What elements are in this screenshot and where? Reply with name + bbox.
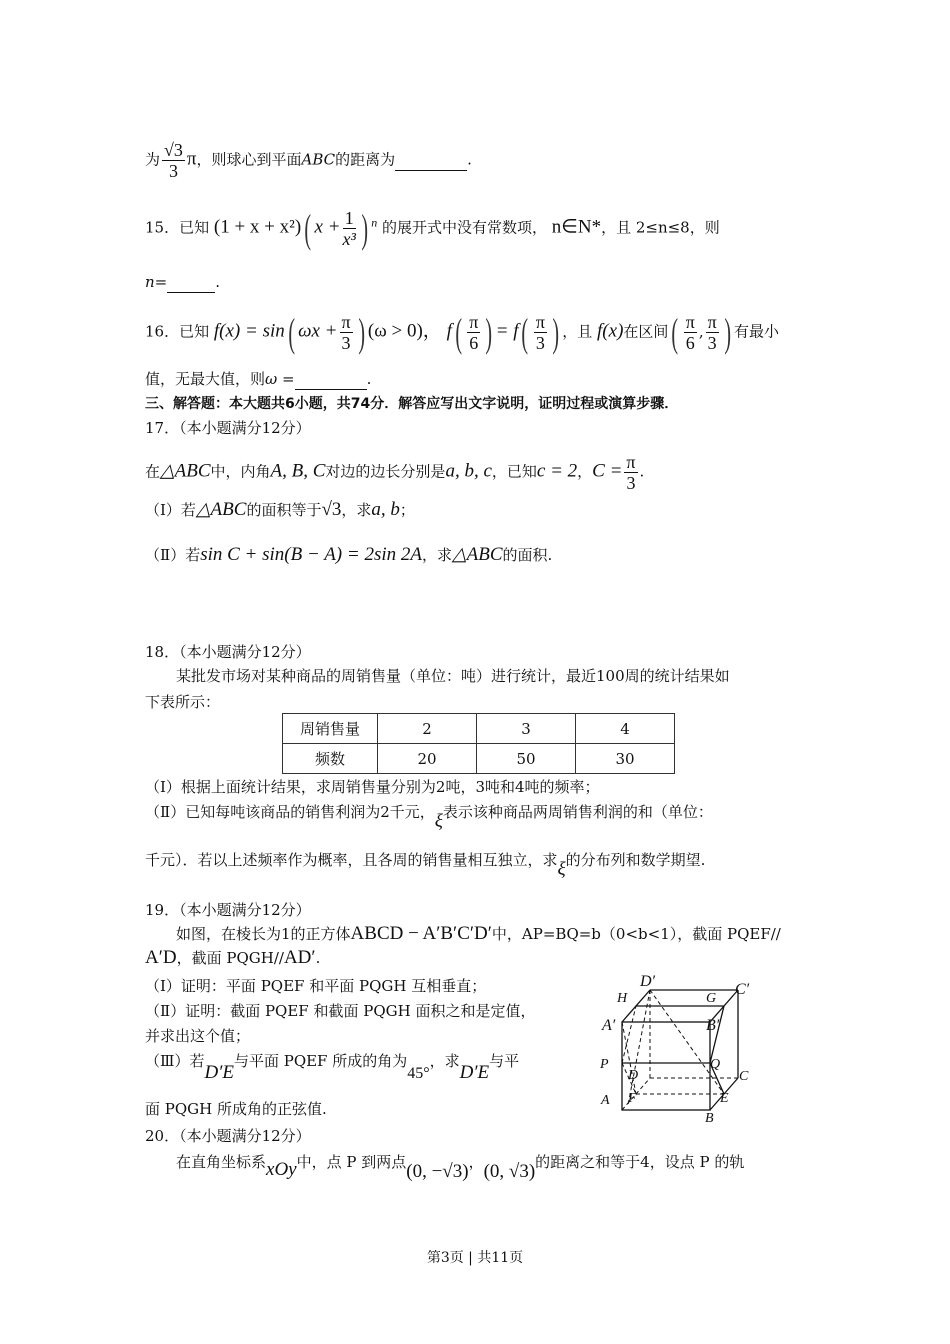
q20-statement: 在直角坐标系xOy中，点 P 到两点(0, −√3)，(0, √3)的距离之和等于4，设点 P 的轨 [176, 1153, 745, 1182]
label-G: G [706, 991, 717, 1006]
table-cell: 3 [477, 714, 576, 744]
label-Ap: A′ [602, 1017, 616, 1034]
q18-part-1: （Ⅰ）根据上面统计结果，求周销售量分别为2吨，3吨和4吨的频率； [145, 778, 600, 796]
q20-header: 20．（本小题满分12分） [145, 1127, 311, 1145]
question-16: 16．已知 f(x) = sin( ωx + $\frac{\pi}{3}$ ) (ω > 0)， f( $\frac{\pi}{6}$ ) = f( $\frac{\pi}{3}$ ) ，且 f(x)在区间( $\frac{\pi}{6}$ , $\frac{\pi}{3}$ ) 有最小 [145, 309, 780, 355]
table-row [283, 744, 675, 774]
q18-header: 18．（本小题满分12分） [145, 643, 311, 661]
label-C: C [739, 1069, 749, 1084]
question-16-answer: 值，无最大值，则ω = . [145, 370, 372, 388]
label-Cp: C′ [735, 981, 750, 998]
section-3-heading: 三、解答题：本大题共6小题，共74分．解答应写出文字说明，证明过程或演算步骤． [145, 396, 679, 412]
q18-part-2: （Ⅱ）已知每吨该商品的销售利润为2千元，ξ表示该种商品两周销售利润的和（单位： [145, 803, 713, 832]
table-row [283, 714, 675, 744]
table-cell: 频数 [283, 744, 378, 774]
label-Bp: B′ [706, 1017, 720, 1034]
q19-part-1: （Ⅰ）证明：平面 PQEF 和平面 PQGH 互相垂直； [145, 977, 487, 995]
q19-part-2-cont: 并求出这个值； [145, 1027, 251, 1045]
label-H: H [617, 991, 628, 1006]
q19-part-3-cont: 面 PQGH 所成角的正弦值. [145, 1100, 327, 1118]
table-cell: 50 [477, 744, 576, 774]
q19-statement: 如图，在棱长为1的正方体ABCD − A′B′C′D′中，AP=BQ=b（0<b<1），截面 PQEF// [176, 923, 781, 944]
q19-header: 19．（本小题满分12分） [145, 901, 311, 919]
q19-part-3: （Ⅲ）若D′E与平面 PQEF 所成的角为45°，求D′E与平 [145, 1052, 520, 1083]
question-15-answer: n= . [145, 273, 221, 291]
table-cell: 2 [378, 714, 477, 744]
q17-part-2: （Ⅱ）若sin C + sin(B − A) = 2sin 2A，求△ABC的面积. [145, 544, 553, 565]
table-cell: 周销售量 [283, 714, 378, 744]
page-footer: 第3页 | 共11页 [426, 1250, 524, 1266]
label-F: F [628, 1091, 637, 1106]
table-cell: 20 [378, 744, 477, 774]
label-B: B [705, 1111, 714, 1125]
q14-tail: 为 $\frac{√3}{3}$ π，则球心到平面ABC的距离为 . [145, 140, 472, 181]
q17-part-1: （Ⅰ）若△ABC的面积等于√3，求a, b； [145, 499, 415, 520]
label-D: D [628, 1068, 639, 1083]
label-E: E [720, 1091, 729, 1106]
label-P: P [600, 1057, 609, 1072]
q17-header: 17．（本小题满分12分） [145, 419, 311, 437]
label-Q: Q [710, 1057, 721, 1072]
table-cell: 30 [576, 744, 675, 774]
label-Dp: D′ [640, 973, 656, 990]
label-A: A [601, 1093, 610, 1108]
q18-paragraph: 某批发市场对某种商品的周销售量（单位：吨）进行统计，最近100周的统计结果如 [176, 667, 730, 685]
question-15: 15．已知 (1 + x + x²)( x + $\frac{1}{\text{x³}}$ ) $^n$ 的展开式中没有常数项， n∈N*，且 2≤n≤8，则 [145, 205, 720, 251]
q18-part-2-cont: 千元）．若以上述频率作为概率，且各周的销售量相互独立，求ξ的分布列和数学期望. [145, 851, 706, 880]
table-cell: 4 [576, 714, 675, 744]
q18-paragraph-2: 下表所示： [145, 693, 221, 711]
q19-part-2: （Ⅱ）证明：截面 PQEF 和截面 PQGH 面积之和是定值， [145, 1002, 536, 1020]
sales-table [282, 713, 675, 774]
q17-statement: 在△ABC中，内角A, B, C对边的边长分别是a, b, c，已知c = 2，C = $\frac{\pi}{3}$ . [145, 452, 645, 493]
q19-statement-2: A′D，截面 PQGH//AD′. [145, 947, 321, 968]
cube-figure [590, 965, 760, 1125]
